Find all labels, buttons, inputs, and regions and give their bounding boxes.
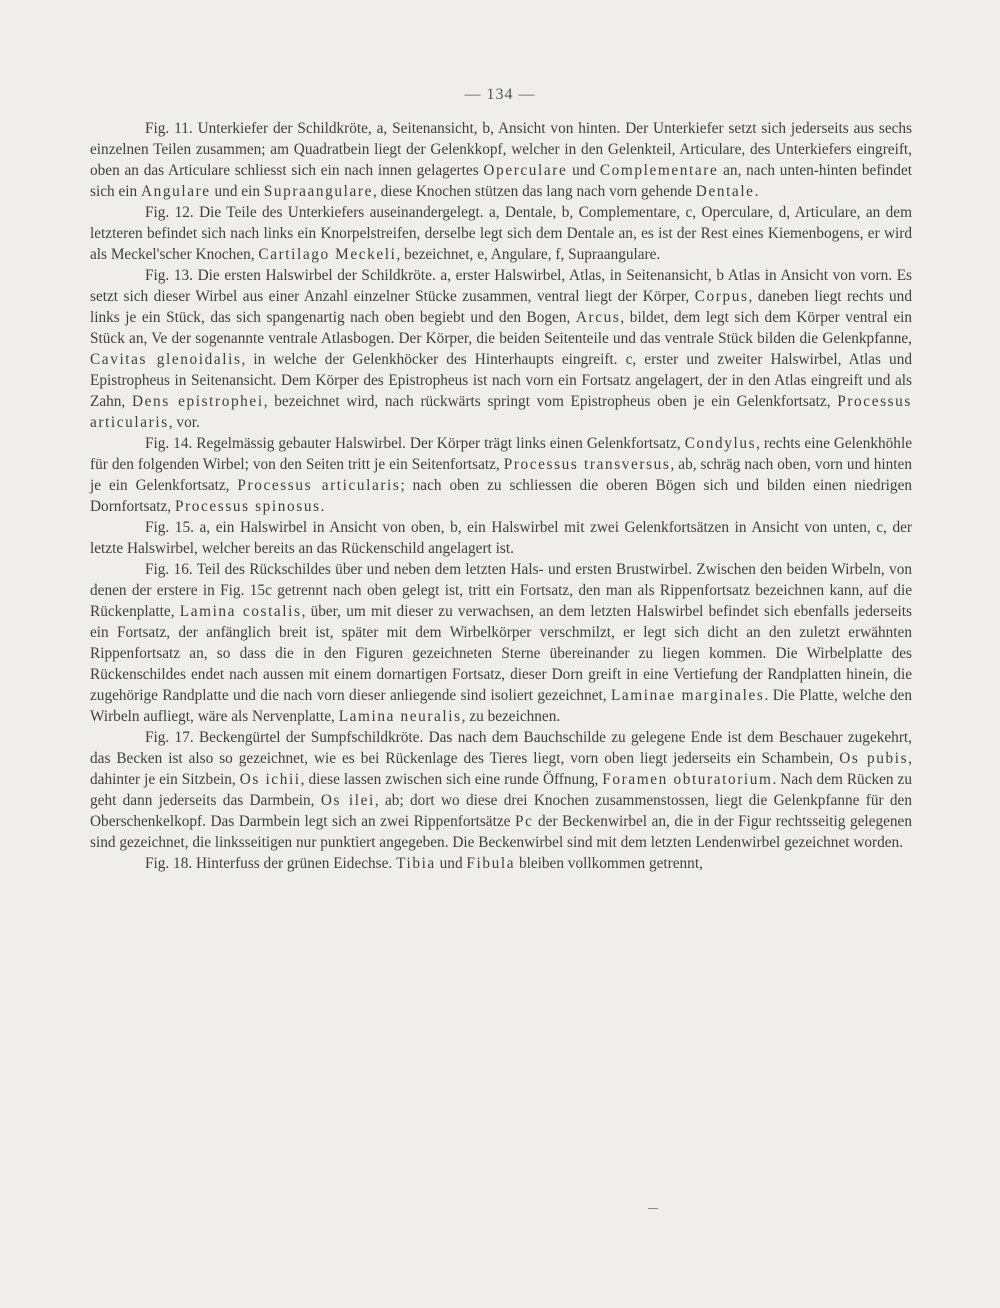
latin-term: Dens epistrophei: [131, 393, 264, 410]
text-run: , daneben liegt rechts und links je ein Stück, das sich spangenartig nach oben begiebt und den Bogen,: [90, 288, 912, 326]
latin-term: Corpus: [694, 288, 749, 305]
latin-term: Dentale: [695, 183, 755, 200]
text-run: , über, um mit dieser zu verwachsen, an dem letzten Halswirbel befindet sich ebenfalls jederseits ein Fortsatz, der anfänglich breit ist, später mit dem Wirbelkörper verschmilzt, er legt sich dicht an den zuletzt erwähnten Rippenfortsatz an, so dass die in den Figuren gezeichneten Sterne übereinander zu liegen kommen. Die Wirbelplatte des Rückenschildes endet nach aussen mit einem dornartigen Fortsatz, dieser Dorn greift in eine Vertiefung der Randplatten hinein, die zugehörige Randplatte und die nach vorn dieser anliegende sind isoliert gezeichnet,: [90, 603, 912, 704]
latin-term: Lamina costalis: [179, 603, 302, 620]
text-run: Fig. 18. Hinterfuss der grünen Eidechse.: [145, 855, 397, 872]
caption-paragraph: [90, 265, 912, 433]
latin-term: Cavitas glenoidalis: [90, 351, 242, 368]
text-run: bleiben vollkommen getrennt,: [515, 855, 703, 872]
text-run: und ein: [210, 183, 264, 200]
latin-term: Fibula: [466, 855, 516, 872]
caption-paragraph: [90, 202, 912, 265]
latin-term: Processus articularis: [90, 393, 912, 431]
text-run: und: [567, 162, 600, 179]
latin-term: Complementare: [599, 162, 719, 179]
text-run: , bildet, dem legt sich dem Körper ventral ein Stück an, Ve der sogenannte ventrale Atlasbogen. Der Körper, die beiden Seitenteile und das ventrale Stück bilden die Gelenkpfanne,: [90, 309, 913, 347]
latin-term: Arcus: [575, 309, 621, 326]
latin-term: Processus transversus: [503, 456, 671, 473]
latin-term: Lamina neuralis: [338, 708, 462, 725]
text-run: Fig. 14. Regelmässig gebauter Halswirbel. Der Körper trägt links einen Gelenkfortsatz,: [145, 435, 685, 452]
text-run: , bezeichnet, e, Angulare, f, Supraangulare.: [396, 246, 661, 263]
text-run: . Die Platte, welche den Wirbeln aufliegt, wäre als Nervenplatte,: [90, 687, 912, 725]
caption-paragraph: [90, 517, 912, 559]
text-run: , diese Knochen stützen das lang nach vorn gehende: [372, 183, 696, 200]
text-run: , dahinter je ein Sitzbein,: [90, 750, 912, 788]
text-run: Fig. 16. Teil des Rückschildes über und neben dem letzten Hals- und ersten Brustwirbel. Zwischen den beiden Wirbeln, von denen der erstere in Fig. 15c getrennt nach oben gelegt ist, tritt ein Fortsatz, den man als Rippenfortsatz bezeichnen kann, auf die Rückenplatte,: [90, 561, 912, 620]
caption-paragraph: [90, 727, 912, 853]
text-run: , bezeichnet wird, nach rückwärts springt vom Epistropheus oben je ein Gelenkfortsatz,: [263, 393, 838, 410]
text-run: .: [320, 498, 325, 515]
text-run: Fig. 12. Die Teile des Unterkiefers auseinandergelegt. a, Dentale, b, Complementare, c, Operculare, d, Articulare, an dem letzteren befindet sich nach links ein Knorpelstreifen, derselbe legt sich dem Dentale an, es ist der Rest eines Kiemenbogens, er wird als Meckel'scher Knochen,: [90, 204, 912, 263]
text-run: Fig. 15. a, ein Halswirbel in Ansicht von oben, b, ein Halswirbel mit zwei Gelenkfortsätzen in Ansicht von unten, c, der letzte Halswirbel, welcher bereits an das Rückenschild angelagert ist.: [90, 519, 912, 557]
latin-term: Tibia: [396, 855, 436, 872]
text-run: an, nach unten-hinten befindet sich ein: [90, 162, 912, 200]
text-run: Fig. 17. Beckengürtel der Sumpfschildkröte. Das nach dem Bauchschilde zu gelegene Ende ist dem Beschauer zugekehrt, das Becken ist also so gezeichnet, wie es bei Rückenlage des Tieres liegt, vorn oben liegt jederseits ein Schambein,: [90, 729, 912, 767]
text-run: .: [754, 183, 759, 200]
latin-term: Processus articularis: [237, 477, 401, 494]
text-run: , zu bezeichnen.: [461, 708, 561, 725]
text-run: und: [435, 855, 467, 872]
latin-term: Os ichii: [239, 771, 301, 788]
text-run: , ab, schräg nach oben, vorn und hinten je ein Gelenkfortsatz,: [90, 456, 912, 494]
text-run: , ab; dort wo diese drei Knochen zusammenstossen, liegt die Gelenkpfanne für den Oberschenkelkopf. Das Darmbein legt sich an zwei Rippenfortsätze: [90, 792, 912, 830]
text-run: Fig. 13. Die ersten Halswirbel der Schildkröte. a, erster Halswirbel, Atlas, in Seitenansicht, b Atlas in Ansicht von vorn. Es setzt sich dieser Wirbel aus einer Anzahl einzelner Stücke zusammen, ventral liegt der Körper,: [90, 267, 912, 305]
latin-term: Operculare: [483, 162, 568, 179]
latin-term: Os ilei: [320, 792, 375, 809]
figure-captions-text: [90, 118, 912, 874]
latin-term: Foramen obturatorium: [602, 771, 773, 788]
latin-term: Processus spinosus: [174, 498, 321, 515]
latin-term: Laminae marginales: [610, 687, 765, 704]
footer-mark: [648, 1208, 658, 1209]
text-run: der Beckenwirbel an, die in der Figur rechtsseitig gelegenen sind gezeichnet, die linksseitigen nur punktiert angegeben. Die Beckenwirbel sind mit dem letzten Lendenwirbel gezeichnet worden.: [90, 813, 912, 851]
text-run: , in welche der Gelenkhöcker des Hinterhaupts eingreift. c, erster und zweiter Halswirbel, Atlas und Epistropheus in Seitenansicht. Dem Körper des Epistropheus ist nach vorn ein Fortsatz angelagert, der in den Atlas eingreift und als Zahn,: [90, 351, 912, 410]
latin-term: Angulare: [140, 183, 211, 200]
text-run: ; nach oben zu schliessen die oberen Bögen sich und bilden einen niedrigen Dornfortsatz,: [90, 477, 913, 515]
page-number: — 134 —: [464, 86, 536, 103]
latin-term: Supraangulare: [263, 183, 373, 200]
text-run: Fig. 11. Unterkiefer der Schildkröte, a, Seitenansicht, b, Ansicht von hinten. Der Unterkiefer setzt sich jederseits aus sechs einzelnen Teilen zusammen; am Quadratbein liegt der Gelenkkopf, welcher in den Gelenkteil, Articulare, des Unterkiefers eingreift, oben an das Articulare schliesst sich ein nach innen gelagertes: [90, 120, 912, 179]
text-run: . Nach dem Rücken zu geht dann jederseits das Darmbein,: [90, 771, 912, 809]
latin-term: Condylus: [684, 435, 757, 452]
caption-paragraph: [90, 433, 912, 517]
text-run: , vor.: [168, 414, 200, 431]
caption-paragraph: [90, 853, 912, 874]
text-run: , rechts eine Gelenkhöhle für den folgenden Wirbel; von den Seiten tritt je ein Seitenfortsatz,: [90, 435, 912, 473]
caption-paragraph: [90, 559, 912, 727]
latin-term: Cartilago Meckeli: [258, 246, 397, 263]
latin-term: Os pubis: [839, 750, 909, 767]
caption-paragraph: [90, 118, 912, 202]
latin-term: Pc: [514, 813, 534, 830]
text-run: , diese lassen zwischen sich eine runde Öffnung,: [300, 771, 603, 788]
